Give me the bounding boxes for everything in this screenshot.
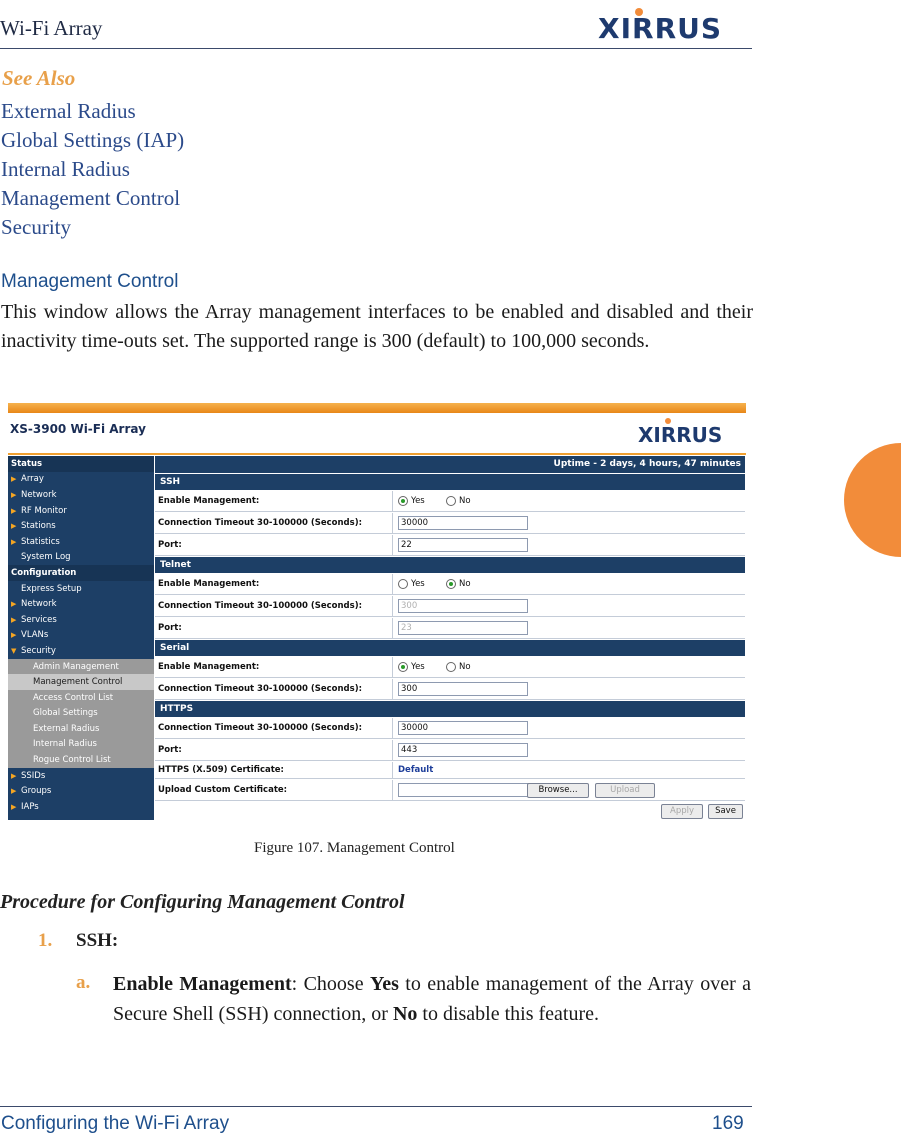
nav-sub-global-settings[interactable]: Global Settings <box>8 706 154 722</box>
nav-label: SSIDs <box>21 770 46 781</box>
nav-item-statistics[interactable] <box>8 534 154 550</box>
screenshot-app-title: XS-3900 Wi-Fi Array <box>10 422 146 436</box>
expand-arrow-icon: ▶ <box>11 615 17 624</box>
serial-timeout-input[interactable]: 300 <box>398 682 528 696</box>
substep-letter: a. <box>76 972 91 993</box>
sidebar-nav <box>8 456 154 820</box>
nav-item-system-log[interactable]: System Log <box>21 552 71 563</box>
ssh-port-row <box>155 535 745 556</box>
nav-label: Groups <box>21 786 52 797</box>
field-label: Upload Custom Certificate: <box>158 785 288 795</box>
term-enable-management: Enable Management <box>113 973 292 995</box>
nav-item-config-network[interactable] <box>8 596 154 612</box>
nav-item-vlans[interactable] <box>8 628 154 644</box>
step-number: 1. <box>38 930 53 951</box>
value-cell <box>392 780 745 801</box>
figure-caption: Figure 107. Management Control <box>254 840 455 856</box>
serial-enable-row <box>155 657 745 678</box>
screenshot-top-bar <box>8 403 746 413</box>
serial-no-radio[interactable] <box>446 662 471 672</box>
screenshot-logo-text: XIRRUS <box>638 423 723 446</box>
radio-label: No <box>459 662 471 672</box>
value-cell <box>392 574 745 595</box>
telnet-enable-row <box>155 574 745 595</box>
telnet-yes-radio[interactable] <box>398 579 425 589</box>
ssh-yes-radio[interactable] <box>398 496 425 506</box>
telnet-timeout-input[interactable]: 300 <box>398 599 528 613</box>
nav-label: VLANs <box>21 630 49 641</box>
nav-label: Security <box>21 645 56 656</box>
management-control-screenshot <box>8 403 746 820</box>
value-cell <box>392 762 745 779</box>
telnet-port-input[interactable]: 23 <box>398 621 528 635</box>
nav-item-stations[interactable] <box>8 518 154 534</box>
field-label: HTTPS (X.509) Certificate: <box>158 765 284 775</box>
nav-label: Services <box>21 614 57 625</box>
step-label: SSH: <box>76 930 119 951</box>
logo-text: XIRRUS <box>598 12 723 44</box>
nav-sub-external-radius[interactable]: External Radius <box>8 721 154 737</box>
nav-item-ssids[interactable] <box>8 768 154 784</box>
header-rule <box>0 48 752 49</box>
nav-sub-admin-management[interactable]: Admin Management <box>8 659 154 675</box>
see-also-link[interactable]: Internal Radius <box>1 157 130 181</box>
term-no: No <box>392 1003 418 1025</box>
footer-chapter: Configuring the Wi-Fi Array <box>1 1113 230 1134</box>
value-cell <box>392 657 745 678</box>
expand-arrow-icon: ▶ <box>11 600 17 609</box>
nav-sub-internal-radius[interactable]: Internal Radius <box>8 737 154 753</box>
value-cell <box>392 679 745 700</box>
term-yes: Yes <box>369 973 399 995</box>
telnet-timeout-row <box>155 596 745 617</box>
expand-arrow-icon: ▶ <box>11 506 17 515</box>
see-also-list <box>1 97 184 242</box>
radio-selected-icon <box>398 496 408 506</box>
save-button[interactable]: Save <box>708 804 743 819</box>
value-cell <box>392 535 745 556</box>
field-label: Connection Timeout 30-100000 (Seconds): <box>158 601 362 611</box>
nav-label: RF Monitor <box>21 505 67 516</box>
nav-label: Network <box>21 599 57 610</box>
field-label: Connection Timeout 30-100000 (Seconds): <box>158 723 362 733</box>
screenshot-separator <box>8 453 746 455</box>
field-label: Port: <box>158 623 182 633</box>
serial-timeout-row <box>155 679 745 700</box>
ssh-port-input[interactable]: 22 <box>398 538 528 552</box>
see-also-link[interactable]: Global Settings (IAP) <box>1 128 185 152</box>
radio-label: Yes <box>411 496 425 506</box>
nav-item-iaps[interactable] <box>8 799 154 815</box>
value-cell <box>392 513 745 534</box>
value-cell <box>392 596 745 617</box>
see-also-link[interactable]: Security <box>1 215 71 239</box>
nav-sub-management-control[interactable]: Management Control <box>8 674 154 690</box>
radio-selected-icon <box>446 579 456 589</box>
value-cell <box>392 491 745 512</box>
nav-item-array[interactable] <box>8 472 154 488</box>
radio-label: No <box>459 496 471 506</box>
ssh-enable-row <box>155 491 745 512</box>
section-heading: Management Control <box>1 271 179 292</box>
upload-cert-row <box>155 780 745 801</box>
https-timeout-row <box>155 718 745 739</box>
expand-arrow-icon: ▶ <box>11 537 17 546</box>
expand-arrow-icon: ▶ <box>11 490 17 499</box>
expand-arrow-icon: ▶ <box>11 475 17 484</box>
radio-label: Yes <box>411 662 425 672</box>
expand-arrow-icon: ▶ <box>11 802 17 811</box>
nav-header-status[interactable]: Status <box>8 456 154 472</box>
https-cert-row <box>155 762 745 779</box>
section-ssh: SSH <box>155 474 745 490</box>
field-label: Port: <box>158 540 182 550</box>
collapse-arrow-icon: ▼ <box>11 646 17 655</box>
settings-panel <box>155 456 745 820</box>
serial-yes-radio[interactable] <box>398 662 425 672</box>
ssh-timeout-input[interactable]: 30000 <box>398 516 528 530</box>
page-header-title: Wi-Fi Array <box>0 16 103 40</box>
radio-icon <box>446 662 456 672</box>
value-cell <box>392 618 745 639</box>
field-label: Enable Management: <box>158 496 260 506</box>
expand-arrow-icon: ▶ <box>11 631 17 640</box>
section-https: HTTPS <box>155 701 745 717</box>
nav-sub-rogue-control-list[interactable]: Rogue Control List <box>8 752 154 768</box>
nav-item-services[interactable] <box>8 612 154 628</box>
uptime-bar <box>155 456 745 473</box>
field-label: Port: <box>158 745 182 755</box>
nav-header-configuration[interactable]: Configuration <box>8 565 154 581</box>
see-also-link[interactable]: External Radius <box>1 99 136 123</box>
see-also-title: See Also <box>2 66 76 90</box>
https-port-input[interactable]: 443 <box>398 743 528 757</box>
text-part: to enable management of the Array over a Secure Shell (SSH) connection, or <box>113 973 752 1025</box>
text-part: : Choose <box>291 973 370 995</box>
nav-label: Stations <box>21 521 56 532</box>
page-number: 169 <box>712 1113 744 1134</box>
upload-button[interactable]: Upload <box>595 783 655 798</box>
radio-selected-icon <box>398 662 408 672</box>
intro-paragraph: This window allows the Array management interfaces to be enabled and disabled and their inactivity time-outs set. The supported range is 300 (default) to 100,000 seconds. <box>1 301 753 352</box>
nav-label: Network <box>21 489 57 500</box>
footer-rule <box>0 1106 752 1107</box>
field-label: Enable Management: <box>158 579 260 589</box>
certificate-file-input[interactable] <box>398 783 530 797</box>
radio-icon <box>446 496 456 506</box>
nav-item-groups[interactable] <box>8 783 154 799</box>
chapter-tab-marker <box>844 443 901 557</box>
value-cell <box>392 718 745 739</box>
expand-arrow-icon: ▶ <box>11 522 17 531</box>
section-telnet: Telnet <box>155 557 745 573</box>
substep-text <box>113 969 751 1029</box>
nav-label: Array <box>21 474 44 485</box>
nav-item-network[interactable] <box>8 487 154 503</box>
nav-sub-access-control-list[interactable]: Access Control List <box>8 690 154 706</box>
field-label: Connection Timeout 30-100000 (Seconds): <box>158 518 362 528</box>
browse-button[interactable]: Browse... <box>527 783 589 798</box>
field-label: Connection Timeout 30-100000 (Seconds): <box>158 684 362 694</box>
nav-item-express-setup[interactable]: Express Setup <box>21 583 82 594</box>
nav-label: IAPs <box>21 801 39 812</box>
value-cell <box>392 740 745 761</box>
telnet-no-radio[interactable] <box>446 579 471 589</box>
https-port-row <box>155 740 745 761</box>
certificate-value: Default <box>398 765 434 775</box>
telnet-port-row <box>155 618 745 639</box>
see-also-link[interactable]: Management Control <box>1 186 181 210</box>
uptime-text: Uptime - 2 days, 4 hours, 47 minutes <box>553 459 741 469</box>
radio-icon <box>398 579 408 589</box>
text-part: to disable this feature. <box>417 1003 600 1025</box>
nav-label: Statistics <box>21 536 60 547</box>
field-label: Enable Management: <box>158 662 260 672</box>
ssh-timeout-row <box>155 513 745 534</box>
expand-arrow-icon: ▶ <box>11 771 17 780</box>
xirrus-logo <box>598 4 748 44</box>
procedure-title: Procedure for Configuring Management Control <box>0 891 405 913</box>
ssh-no-radio[interactable] <box>446 496 471 506</box>
nav-item-rf-monitor[interactable] <box>8 503 154 519</box>
radio-label: Yes <box>411 579 425 589</box>
apply-button[interactable]: Apply <box>661 804 703 819</box>
nav-item-security[interactable] <box>8 643 154 659</box>
https-timeout-input[interactable]: 30000 <box>398 721 528 735</box>
expand-arrow-icon: ▶ <box>11 787 17 796</box>
screenshot-logo <box>638 416 744 446</box>
radio-label: No <box>459 579 471 589</box>
section-serial: Serial <box>155 640 745 656</box>
